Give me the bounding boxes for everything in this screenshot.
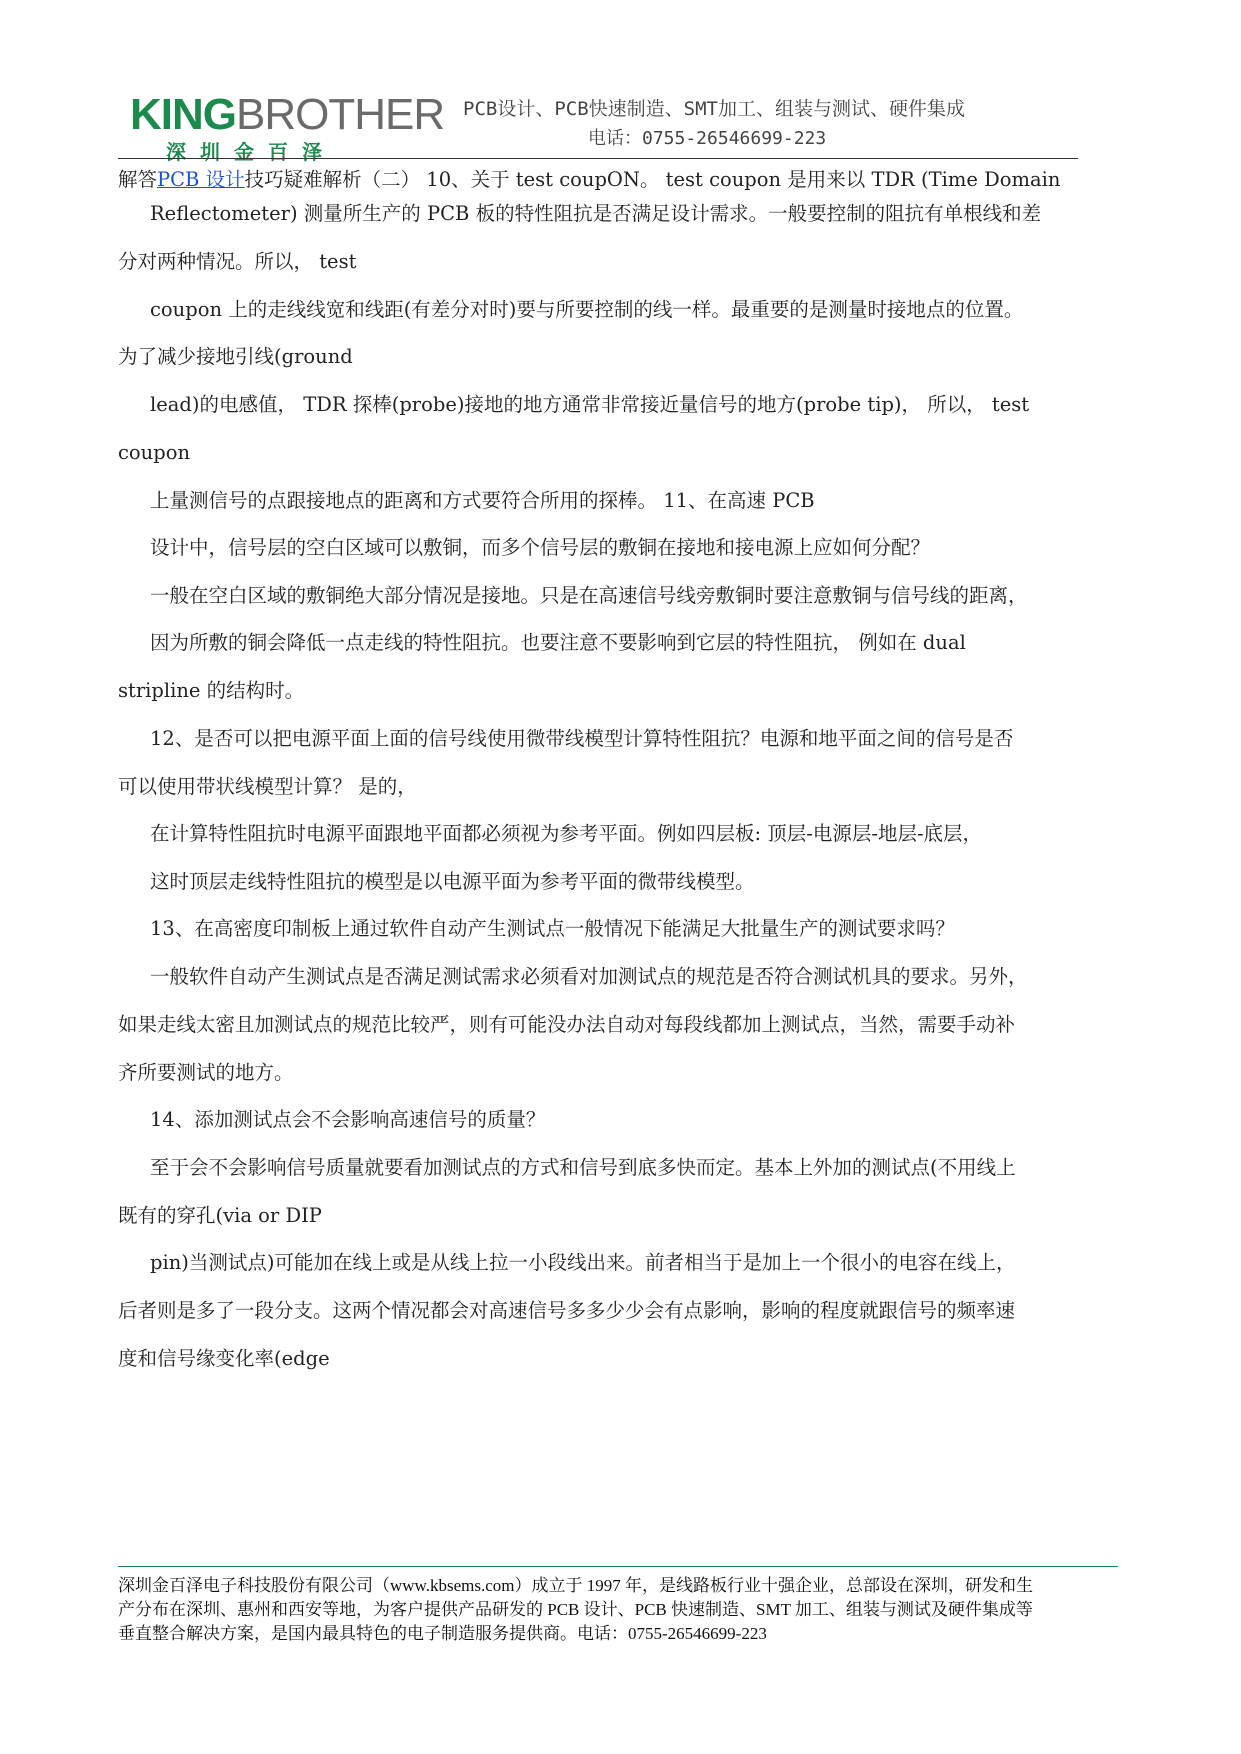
paragraph-line: 这时顶层走线特性阻抗的模型是以电源平面为参考平面的微带线模型。 <box>150 870 755 893</box>
paragraph-line: 如果走线太密且加测试点的规范比较严，则有可能没办法自动对每段线都加上测试点，当然，需要手动补 <box>118 1013 1016 1036</box>
paragraph-line: 可以使用带状线模型计算？ 是的， <box>118 775 417 798</box>
footer-line: 深圳金百泽电子科技股份有限公司（www.kbsems.com）成立于 1997 年，是线路板行业十强企业，总部设在深圳，研发和生 <box>118 1576 1033 1595</box>
page-footer <box>118 1574 1128 1646</box>
text-segment: 解答 <box>118 168 158 191</box>
paragraph-line: Reflectometer) 测量所生产的 PCB 板的特性阻抗是否满足设计需求。一般要控制的阻抗有单根线和差 <box>150 202 1042 225</box>
paragraph-line: 分对两种情况。所以， test <box>118 250 357 273</box>
paragraph-line: lead)的电感值， TDR 探棒(probe)接地的地方通常非常接近量信号的地方(probe tip)， 所以， test <box>150 393 1030 416</box>
page-header <box>118 80 1078 164</box>
paragraph-line: coupon <box>118 441 191 464</box>
logo-king-text: KING <box>130 90 236 139</box>
paragraph-line: 12、是否可以把电源平面上面的信号线使用微带线模型计算特性阻抗？电源和地平面之间的信号是否 <box>150 727 1014 750</box>
paragraph-line: 14、添加测试点会不会影响高速信号的质量？ <box>150 1108 546 1131</box>
paragraph-line: 13、在高密度印制板上通过软件自动产生测试点一般情况下能满足大批量生产的测试要求吗？ <box>150 917 955 940</box>
footer-line: 产分布在深圳、惠州和西安等地，为客户提供产品研发的 PCB 设计、PCB 快速制造、SMT 加工、组装与测试及硬件集成等 <box>118 1600 1033 1619</box>
paragraph-line <box>118 165 1060 195</box>
paragraph-line: coupon 上的走线线宽和线距(有差分对时)要与所要控制的线一样。最重要的是测量时接地点的位置。 <box>150 298 1024 321</box>
paragraph-line: pin)当测试点)可能加在线上或是从线上拉一小段线出来。前者相当于是加上一个很小的电容在线上， <box>150 1251 1016 1274</box>
paragraph-line: 后者则是多了一段分支。这两个情况都会对高速信号多多少少会有点影响，影响的程度就跟信号的频率速 <box>118 1299 1016 1322</box>
header-divider <box>118 158 1078 159</box>
company-logo <box>130 90 444 164</box>
paragraph-line: 一般在空白区域的敷铜绝大部分情况是接地。只是在高速信号线旁敷铜时要注意敷铜与信号线的距离， <box>150 584 1028 607</box>
header-phone: 电话：0755-26546699-223 <box>588 128 827 149</box>
paragraph-line: 既有的穿孔(via or DIP <box>118 1204 322 1227</box>
paragraph-line: 度和信号缘变化率(edge <box>118 1347 330 1370</box>
paragraph-line: 为了减少接地引线(ground <box>118 345 353 368</box>
logo-chinese-name: 深圳金百泽 <box>166 140 336 164</box>
header-tagline: PCB设计、PCB快速制造、SMT加工、组装与测试、硬件集成 <box>463 98 965 120</box>
paragraph-line: stripline 的结构时。 <box>118 679 305 702</box>
pcb-design-link[interactable]: PCB 设计 <box>157 168 245 191</box>
paragraph-line: 齐所要测试的地方。 <box>118 1061 294 1084</box>
paragraph-line: 至于会不会影响信号质量就要看加测试点的方式和信号到底多快而定。基本上外加的测试点(不用线上 <box>150 1156 1016 1179</box>
paragraph-line: 设计中，信号层的空白区域可以敷铜，而多个信号层的敷铜在接地和接电源上应如何分配？ <box>150 536 931 559</box>
paragraph-line: 上量测信号的点跟接地点的距离和方式要符合所用的探棒。 11、在高速 PCB <box>150 489 815 512</box>
paragraph-line: 在计算特性阻抗时电源平面跟地平面都必须视为参考平面。例如四层板: 顶层-电源层-地层-底层， <box>150 822 983 845</box>
logo-brother-text: BROTHER <box>236 90 445 139</box>
footer-divider <box>118 1566 1118 1567</box>
paragraph-line: 一般软件自动产生测试点是否满足测试需求必须看对加测试点的规范是否符合测试机具的要求。另外， <box>150 965 1028 988</box>
paragraph-line: 因为所敷的铜会降低一点走线的特性阻抗。也要注意不要影响到它层的特性阻抗， 例如在 dual <box>150 631 966 654</box>
footer-line: 垂直整合解决方案，是国内最具特色的电子制造服务提供商。电话：0755-26546699-223 <box>118 1624 767 1643</box>
text-segment: 技巧疑难解析（二） 10、关于 test coupON。 test coupon 是用来以 TDR (Time Domain <box>244 168 1061 191</box>
